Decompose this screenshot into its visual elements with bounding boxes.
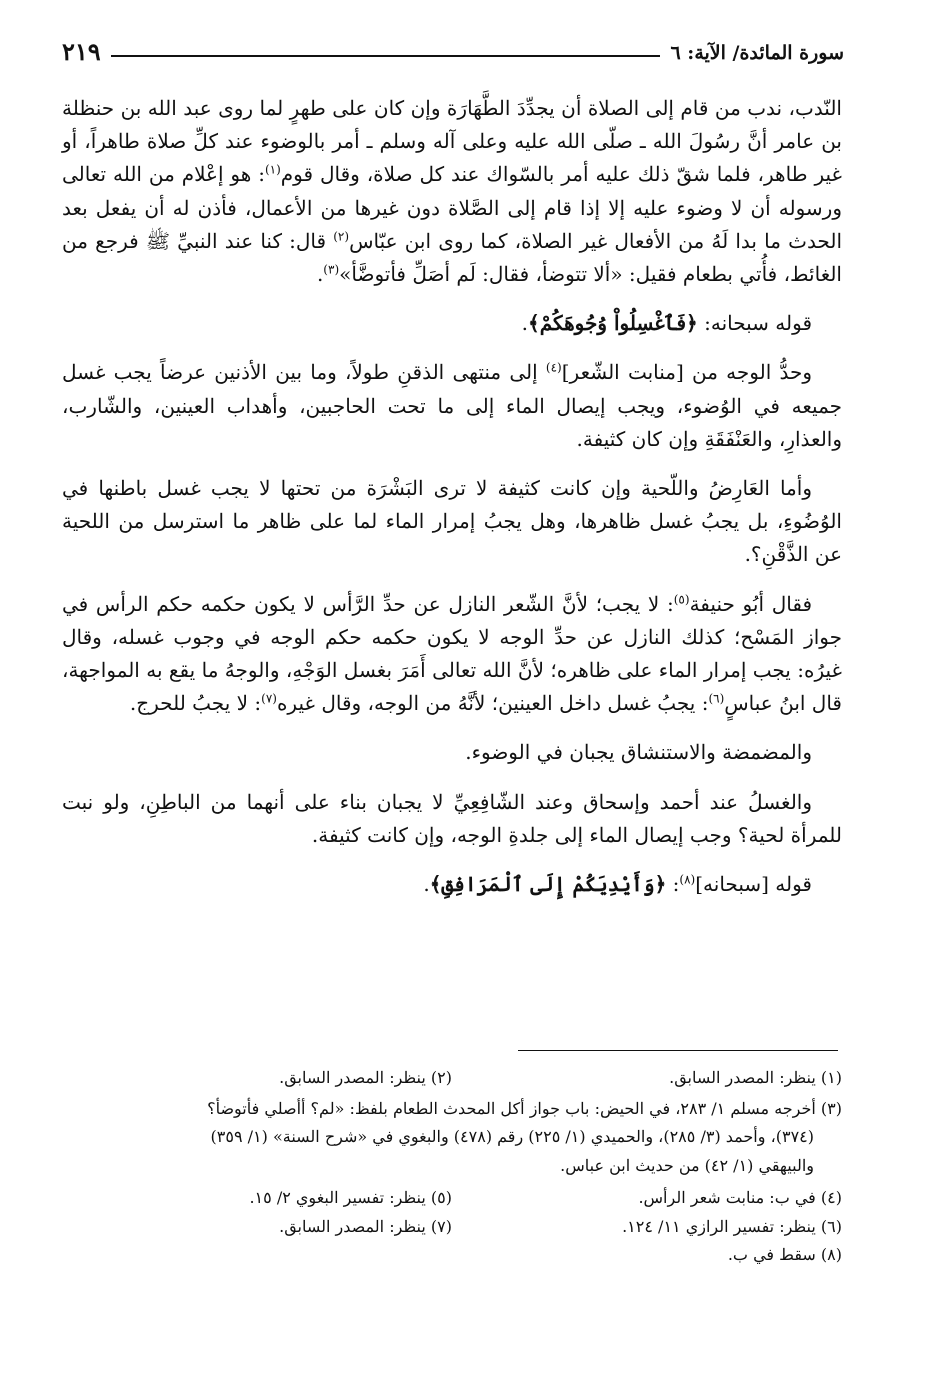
- footnote-row: [62, 1184, 842, 1213]
- paragraph-3: [62, 356, 842, 456]
- paragraph-2: [62, 307, 842, 340]
- footnote-ref[interactable]: (٣): [323, 262, 340, 277]
- footnote-ref[interactable]: (٤): [545, 360, 562, 375]
- paragraph-4: وأما العَارِضُ واللّحية وإن كانت كثيفة لا ترى البَشْرَة من تحتها لا يجب غسل باطنها في الوُضُوءِ، بل يجبُ غسل ظاهرها، وهل يجبُ إمرار الماء لما على ظاهر ما استرسل من اللحية عن الذَّقْنِ؟.: [62, 476, 842, 567]
- paragraph-8: [62, 868, 842, 901]
- footnote-3-line-1: (٣) أخرجه مسلم ١/ ٢٨٣، في الحيض: باب جواز أكل المحدث الطعام بلفظ: «لم؟ أأصلي فأتوضأ؟: [207, 1098, 842, 1118]
- footnote-ref[interactable]: (٦): [708, 691, 725, 706]
- footnote-4: (٤) في ب: منابت شعر الرأس.: [638, 1188, 842, 1207]
- footnote-2: (٢) ينظر: المصدر السابق.: [279, 1068, 452, 1087]
- text-span: وحدُّ الوجه من [منابت الشّعر]: [561, 360, 812, 385]
- footnote-row: [62, 1213, 842, 1242]
- surah-title: سورة المائدة/ الآية: ٦: [670, 42, 844, 64]
- quran-verse: ﴿فَٱغْسِلُواْ وُجُوهَكُمْ﴾: [528, 311, 698, 336]
- footnote-8: (٨) سقط في ب.: [727, 1245, 842, 1264]
- text-span: قوله [سبحانه]: [695, 872, 812, 897]
- footnotes: [62, 1064, 842, 1270]
- header-rule: [111, 55, 661, 57]
- page-number: ٢١٩: [62, 37, 101, 66]
- paragraph-6: والمضمضة والاستنشاق يجبان في الوضوء.: [465, 740, 812, 765]
- text-span: قوله سبحانه:: [704, 311, 812, 336]
- footnote-6: (٦) ينظر: تفسير الرازي ١١/ ١٢٤.: [622, 1216, 842, 1236]
- footnote-ref[interactable]: (٧): [261, 691, 277, 706]
- footnote-1: (١) ينظر: المصدر السابق.: [669, 1068, 842, 1087]
- paragraph-1: [62, 92, 842, 291]
- text-span: .: [316, 262, 324, 287]
- text-span: : لا يجب؛ لأنَّ الشّعر النازل عن حدِّ الرَّأس لا يكون حكمه حكم الرأس في جواز المَسْح؛ كذلك النازل عن حدِّ الوجه لا يكون حكمه حكم الوجه في وجوب غسله، وقال غيرُه: يجب إمرار الماء على ظاهره؛ لأنَّ الله تعالى أَمَرَ بغسل الوَجْهِ، والوجهُ ما يقع به المواجهة، قال ابنُ عباسٍ: [62, 591, 842, 716]
- paragraph-7: والغسلُ عند أحمد وإسحاق وعند الشّافِعِيِّ لا يجبان بناء على أنهما من الباطِنِ، ولو نبت للمرأة لحية؟ وجب إيصال الماء إلى جلدةِ الوجه، وإن كانت كثيفة.: [62, 789, 842, 847]
- footnote-3: [62, 1095, 842, 1181]
- running-header: [62, 32, 844, 66]
- footnote-5: (٥) ينظر: تفسير البغوي ٢/ ١٥.: [249, 1188, 452, 1207]
- text-span: : هو إعْلام من الله تعالى ورسوله أن لا وضوء عليه إلا إذا قام إلى الصَّلاة دون غيرها من الأعمال، فأذن له أن يفعل بعد الحدث ما بدا لَهُ من الأفعال غير الصلاة، كما روى ابن عبّاس: [62, 162, 843, 253]
- text-span: النّدب، ندب من قام إلى الصلاة أن يجدِّدَ الطَّهَارَة وإن كان على طهرٍ لما روى عبد الله بن حنظلة بن عامر أنَّ رسُولَ الله ـ صلّى الله عليه وعلى آله وسلم ـ أمر بالوضوء عند كلِّ صلاة طاهراً، أو غير طاهر، فلما شقّ ذلك عليه أمر بالسّواك عند كل صلاة، وقال قوم: [62, 96, 843, 187]
- footnote-row: [62, 1241, 842, 1270]
- footnote-ref[interactable]: (٢): [333, 229, 350, 244]
- footnote-ref[interactable]: (١): [264, 162, 281, 177]
- footnote-row: [62, 1064, 842, 1093]
- footnote-ref[interactable]: (٨): [679, 872, 696, 887]
- text-span: فقال أبُو حنيفة: [689, 591, 813, 616]
- quran-verse: ﴿وَأَيْدِيَكُمْ إِلَى ٱلْمَرَافِقِ﴾: [429, 872, 667, 897]
- paragraph-5: [62, 588, 842, 721]
- text-span: : يجبُ غسل داخل العينين؛ لأنَّهُ من الوجه، وقال غيره: [276, 691, 709, 716]
- text-span: .: [423, 872, 430, 897]
- text-span: قال: كنا عند النبيِّ ﷺ فرجع من الغائط، فأُتي بطعام فقيل: «ألا تتوضأ، فقال: لَم أصَلِّ فأتوضَّأ»: [62, 228, 842, 287]
- footnote-7: (٧) ينظر: المصدر السابق.: [279, 1216, 452, 1236]
- text-span: : لا يجبُ للحرج.: [129, 691, 262, 716]
- text-span: إلى منتهى الذقنِ طولاً، وما بين الأذنين عرضاً يجب غسل جميعه في الوُضوء، ويجب إيصال الماء إلى ما تحت الحاجبين، وأهداب العينين، والشّارب، والعذارِ، والعَنْفَقَةِ وإن كان كثيفة.: [62, 360, 842, 451]
- footnote-3-line-2: (٣٧٤)، وأحمد (٣/ ٢٨٥)، والحميدي (١/ ٢٢٥) رقم (٤٧٨) والبغوي في «شرح السنة» (١/ ٣٥٩): [210, 1127, 814, 1146]
- footnote-ref[interactable]: (٥): [673, 591, 690, 606]
- footnote-separator: [518, 1050, 838, 1051]
- main-text: [62, 92, 842, 917]
- text-span: :: [672, 872, 680, 897]
- footnote-3-line-3: والبيهقي (١/ ٤٢) من حديث ابن عباس.: [560, 1155, 814, 1175]
- text-span: .: [521, 311, 528, 336]
